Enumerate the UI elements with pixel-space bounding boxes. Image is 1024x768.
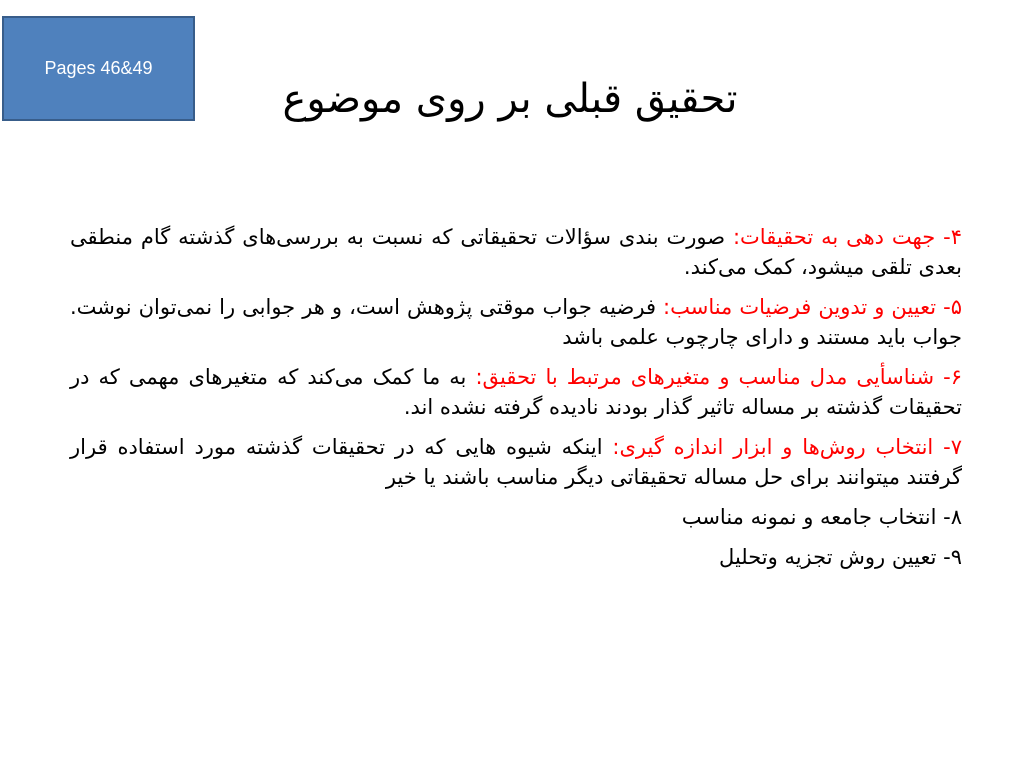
- list-item-number: ۹-: [943, 545, 962, 569]
- list-item-number: ۴-: [943, 225, 962, 249]
- page-reference-badge: [2, 16, 195, 121]
- list-item-number: ۵-: [943, 295, 962, 319]
- list-item-heading: انتخاب روش‌ها و ابزار اندازه گیری:: [612, 435, 934, 459]
- list-item-number: ۶-: [943, 365, 962, 389]
- list-item-text: صورت بندی سؤالات تحقیقاتی که نسبت به بررسی‌های گذشته گام منطقی بعدی تلقی میشود، کمک می‌کند.: [70, 225, 962, 279]
- slide-content: [70, 222, 962, 582]
- slide-title: تحقیق قبلی بر روی موضوع: [282, 76, 738, 122]
- list-item-number: ۷-: [943, 435, 962, 459]
- list-item-heading: شناسأیی مدل مناسب و متغیرهای مرتبط با تحقیق:: [475, 365, 935, 389]
- list-item-text: فرضیه جواب موقتی پژوهش است، و هر جوابی را نمی‌توان نوشت. جواب باید مستند و دارای چارچوب علمی باشد: [70, 295, 962, 349]
- list-item-6: [70, 362, 962, 422]
- list-item-heading: تعیین و تدوین فرضیات مناسب:: [663, 295, 937, 319]
- list-item-text: انتخاب جامعه و نمونه مناسب: [681, 505, 937, 529]
- list-item-4: [70, 222, 962, 282]
- list-item-number: ۸-: [943, 505, 962, 529]
- list-item-8: [70, 502, 962, 532]
- list-item-5: [70, 292, 962, 352]
- list-item-9: [70, 542, 962, 572]
- page-reference-label: Pages 46&49: [44, 58, 153, 78]
- list-item-heading: جهت دهی به تحقیقات:: [732, 225, 936, 249]
- list-item-text: تعیین روش تجزیه وتحلیل: [719, 545, 937, 569]
- list-item-text: اینکه شیوه هایی که در تحقیقات گذشته مورد استفاده قرار گرفتند میتوانند برای حل مساله تحقیقاتی دیگر مناسب باشند یا خیر: [70, 435, 962, 489]
- list-item-text: به ما کمک می‌کند که متغیرهای مهمی که در تحقیقات گذشته بر مساله تاثیر گذار بودند نادیده گرفته نشده اند.: [70, 365, 962, 419]
- list-item-7: [70, 432, 962, 492]
